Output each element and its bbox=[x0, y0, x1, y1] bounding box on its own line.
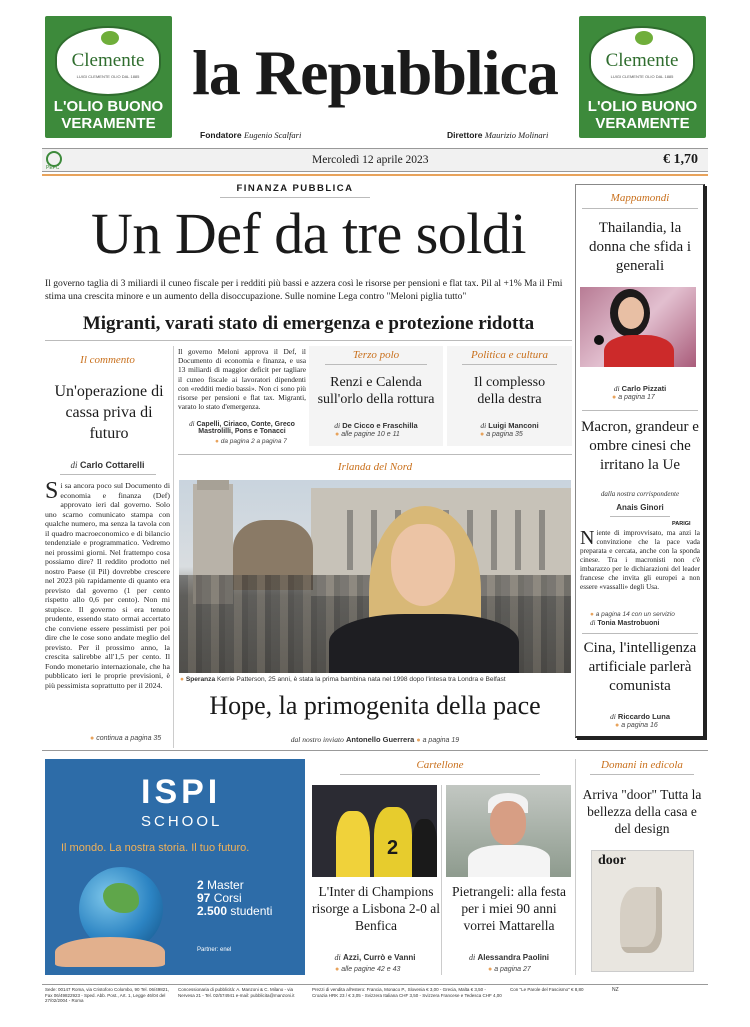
commento-dropcap: S bbox=[45, 481, 59, 504]
footer-prezzi-estero: Prezzi di vendita all'estero: Francia, Monaco P., Slovenia € 3,00 - Grecia, Malta € 3,50 - Croazia HRK 23 / € 3,05 - Svizzera Italiana CHF 3,50 - Svizzera Francese e Tedesca CHF 4,00 bbox=[312, 987, 502, 998]
top-orange-rule bbox=[42, 174, 708, 176]
macron-dropcap: N bbox=[580, 529, 595, 549]
clemente-logo bbox=[55, 26, 161, 96]
player-1 bbox=[336, 811, 370, 877]
commento-title[interactable]: Un'operazione di cassa priva di futuro bbox=[54, 383, 164, 442]
macron-rule bbox=[610, 516, 670, 517]
clemente-logo bbox=[589, 26, 695, 96]
commento-kicker: Il commento bbox=[80, 354, 135, 366]
ad-slogan: L'OLIO BUONO VERAMENTE bbox=[587, 98, 698, 132]
door-magazine-cover[interactable] bbox=[591, 850, 694, 972]
lead-kicker: FINANZA PUBBLICA bbox=[236, 183, 354, 194]
issue-date: Mercoledì 12 aprile 2023 bbox=[312, 154, 429, 166]
stat-corsi-label: Corsi bbox=[213, 891, 242, 905]
irlanda-kicker: Irlanda del Nord bbox=[337, 461, 413, 473]
ad-logo-small-text: LUIGI CLEMENTE OLIO DAL 1885 bbox=[610, 74, 674, 79]
stat-master-label: Master bbox=[207, 878, 244, 892]
irlanda-pages[interactable]: ● a pagina 19 bbox=[416, 737, 459, 744]
terzo-polo-title[interactable]: Renzi e Calenda sull'orlo della rottura bbox=[317, 375, 435, 407]
cartellone-rule bbox=[340, 774, 540, 775]
def-brief-body: Il governo Meloni approva il Def, il Documento di economia e finanza, e usa 13 miliardi di maggior deficit per tagliare il cuneo fiscale ai lavoratori dipendenti con «redditi medio bassi». Non ci sono più risorse per pensioni e flat tax. Migranti, varato lo stato d'emergenza. bbox=[178, 347, 306, 412]
def-brief-byline: di Capelli, Ciriaco, Conte, Greco Mastrolilli, Pons e Tonacci bbox=[189, 420, 295, 435]
macron-title[interactable]: Macron, grandeur e ombre cinesi che irritano la Ue bbox=[581, 419, 699, 473]
masthead-title: la Repubblica bbox=[192, 37, 558, 108]
commento-byline: di Carlo Cottarelli bbox=[70, 460, 145, 470]
ispi-school: SCHOOL bbox=[141, 813, 223, 830]
pietrangeli-title[interactable]: Pietrangeli: alla festa per i miei 90 anni vorrei Mattarella bbox=[452, 884, 566, 933]
politica-pages[interactable]: ● a pagina 35 bbox=[480, 431, 523, 438]
lead-summary: Il governo taglia di 3 miliardi il cuneo fiscale per i redditi più bassi e azzera così le risorse per pensioni e flat tax. Pil al +1% Ma il Fmi stima una crescita minore e un aumento della disoccupazione. Sulle nomine Lega contro "Meloni piglia tutto" bbox=[45, 278, 563, 302]
terzo-polo-pages[interactable]: ● alle pagine 10 e 11 bbox=[335, 431, 400, 438]
cover-price: € 1,70 bbox=[663, 152, 698, 167]
ispi-brand: ISPI bbox=[141, 773, 222, 811]
cina-pages[interactable]: ● a pagina 16 bbox=[615, 722, 658, 729]
campanile-top bbox=[197, 480, 229, 490]
door-masthead: door bbox=[598, 853, 626, 868]
candidate-dress bbox=[604, 335, 674, 367]
pietrangeli-photo[interactable] bbox=[446, 785, 571, 877]
edicola-kicker: Domani in edicola bbox=[601, 759, 683, 771]
stat-studenti-label: studenti bbox=[230, 904, 273, 918]
mappamondi-divider-2 bbox=[582, 633, 698, 634]
microphone-icon bbox=[594, 335, 604, 345]
jersey-number: 2 bbox=[387, 837, 399, 859]
ispi-stats bbox=[197, 879, 272, 918]
thailandia-pages[interactable]: ● a pagina 17 bbox=[612, 394, 655, 401]
macron-author2: di Tonia Mastrobuoni bbox=[590, 619, 660, 627]
olive-icon bbox=[101, 31, 119, 45]
thailandia-photo[interactable] bbox=[580, 287, 696, 367]
stat-corsi-number: 97 bbox=[197, 891, 211, 905]
hands-icon bbox=[55, 937, 165, 967]
bottom-top-rule bbox=[42, 750, 708, 751]
terzo-polo-rule bbox=[325, 364, 427, 365]
politica-kicker: Politica e cultura bbox=[471, 349, 548, 361]
footer-sede: Sede: 00147 Roma, via Cristoforo Colombo, 90 Tel. 06/49821, Fax 06/49822923 - Sped. Abb. Post., Art. 1, Legge 46/04 del 27/02/2004 - Roma bbox=[45, 987, 169, 1003]
woman-face bbox=[391, 524, 455, 606]
cartellone-kicker: Cartellone bbox=[416, 759, 464, 771]
cina-title[interactable]: Cina, l'intelligenza artificiale parlerà comunista bbox=[583, 640, 697, 694]
edicola-divider bbox=[575, 759, 576, 975]
macron-body: N iente di improvvisato, ma anzi la convinzione che la pace vada preparata e cercata, anche con la sponda cinese. Tra i macronisti non c'è imbarazzo per le dichiarazioni del leader francese che invita gli europei a non essere «vassalli» degli Usa. bbox=[580, 529, 700, 591]
irlanda-byline: dal nostro inviato Antonello Guerrera ● a pagina 19 bbox=[178, 735, 572, 744]
inter-photo[interactable] bbox=[312, 785, 437, 877]
politica-byline: di Luigi Manconi bbox=[480, 421, 539, 430]
terzo-polo-kicker: Terzo polo bbox=[352, 349, 400, 361]
ad-clemente-left[interactable] bbox=[45, 16, 172, 138]
politica-title[interactable]: Il complesso della destra bbox=[473, 375, 546, 407]
player-3 bbox=[412, 819, 437, 877]
ispi-tagline: Il mondo. La nostra storia. Il tuo futuro. bbox=[61, 842, 250, 854]
door-chair bbox=[620, 887, 662, 953]
pietrangeli-pages[interactable]: ● a pagina 27 bbox=[488, 966, 531, 973]
thailandia-byline: di Carlo Pizzati bbox=[613, 384, 667, 393]
irlanda-top-rule bbox=[178, 454, 572, 455]
commento-divider bbox=[173, 346, 174, 748]
terzo-polo-byline: di De Cicco e Fraschilla bbox=[334, 421, 418, 430]
commento-continue[interactable]: ● continua a pagina 35 bbox=[90, 735, 161, 742]
candidate-face bbox=[618, 297, 644, 329]
woman-jacket bbox=[329, 614, 519, 673]
ad-brand: Clemente bbox=[605, 50, 679, 71]
footer-code: NZ bbox=[612, 987, 619, 993]
irlanda-photo[interactable] bbox=[179, 480, 571, 673]
lead-bottom-rule bbox=[45, 340, 572, 341]
dateline-bar bbox=[42, 148, 708, 172]
macron-pages[interactable]: ● a pagina 14 con un servizio bbox=[590, 611, 675, 618]
ispi-partners: Partner: enel bbox=[197, 947, 232, 953]
pietrangeli-byline: di Alessandra Paolini bbox=[468, 953, 550, 962]
commento-body: S i sa ancora poco sul Documento di economia e finanza (Def) approvato ieri dal governo. Solo uno scarno comunicato stampa con qualche numero, ma senza la tavola con il quadro macroeconomico e di bilancio tendenziale e programmatico. Vedremo nei prossimi giorni. Nel frattempo cosa possiamo dire? Il reddito prodotto nel nostro Paese (il Pil) dovrebbe crescere nel 2023 più rapidamente di quanto era previsto dal governo (1 per cento rispetto allo 0,6 per cento). Non mi stupisce. Il governo si era tenuto prudente, essendo stato ormai accertato che conviene essere pessimisti per poi dire che le cose sono andate meglio del previsto. Per il prossimo anno, la crescita salirebbe all'1,5 per cento. Il Fondo monetario internazionale, che ha pubblicato ieri le proprie previsioni, è più pessimista soprattutto per il 2024. bbox=[45, 481, 170, 690]
mappamondi-rule bbox=[582, 208, 698, 209]
olive-icon bbox=[635, 31, 653, 45]
pietrangeli-shirt bbox=[468, 845, 550, 877]
macron-author: Anais Ginori bbox=[616, 503, 664, 512]
ad-slogan: L'OLIO BUONO VERAMENTE bbox=[53, 98, 164, 132]
inter-title[interactable]: L'Inter di Champions risorge a Lisbona 2-0 al Benfica bbox=[312, 884, 440, 933]
macron-dateline: PARIGI bbox=[672, 521, 691, 527]
ad-logo-small-text: LUIGI CLEMENTE OLIO DAL 1885 bbox=[76, 74, 140, 79]
inter-byline: di Azzi, Currò e Vanni bbox=[334, 953, 416, 962]
cartellone-divider bbox=[441, 785, 442, 975]
stat-studenti-number: 2.500 bbox=[197, 904, 228, 918]
edicola-rule bbox=[590, 774, 694, 775]
irlanda-caption: ● Speranza Kerrie Patterson, 25 anni, è stata la prima bambina nata nel 1998 dopo l'intesa tra Londra e Belfast bbox=[180, 676, 506, 683]
mappamondi-divider-1 bbox=[582, 410, 698, 411]
pietrangeli-face bbox=[490, 801, 526, 845]
irlanda-headline[interactable]: Hope, la primogenita della pace bbox=[209, 691, 541, 720]
thailandia-title[interactable]: Thailandia, la donna che sfida i generali bbox=[588, 220, 692, 274]
migranti-headline[interactable]: Migranti, varati stato di emergenza e protezione ridotta bbox=[82, 313, 535, 334]
lead-headline[interactable]: Un Def da tre soldi bbox=[90, 201, 527, 266]
politica-rule bbox=[462, 364, 557, 365]
macron-byline: dalla nostra corrispondente bbox=[600, 490, 680, 498]
edicola-title[interactable]: Arriva "door" Tutta la bellezza della casa e del design bbox=[582, 787, 702, 836]
def-brief-pages[interactable]: ● da pagina 2 a pagina 7 bbox=[215, 438, 287, 445]
ad-clemente-right[interactable] bbox=[579, 16, 706, 138]
footer-pubblicita: Concessionaria di pubblicità: A. Manzoni & C. Milano - via Nervesa 21 - Tel. 02/574941 e-mail: pubblicita@manzoni.it bbox=[178, 987, 295, 998]
commento-rule bbox=[60, 474, 156, 475]
ad-brand: Clemente bbox=[71, 50, 145, 71]
footer-allegati: Con "Le Parole del Fascismo" € 8,80 bbox=[510, 987, 584, 992]
ispi-ad[interactable] bbox=[45, 759, 305, 975]
pefc-label: PEFC bbox=[46, 165, 60, 171]
director-credit: Direttore Maurizio Molinari bbox=[447, 130, 549, 140]
footer-rule bbox=[42, 984, 708, 985]
stat-master-number: 2 bbox=[197, 878, 204, 892]
inter-pages[interactable]: ● alle pagine 42 e 43 bbox=[335, 966, 400, 973]
mappamondi-kicker: Mappamondi bbox=[610, 192, 670, 204]
founder-credit: Fondatore Eugenio Scalfari bbox=[200, 130, 302, 140]
cina-byline: di Riccardo Luna bbox=[609, 712, 671, 721]
